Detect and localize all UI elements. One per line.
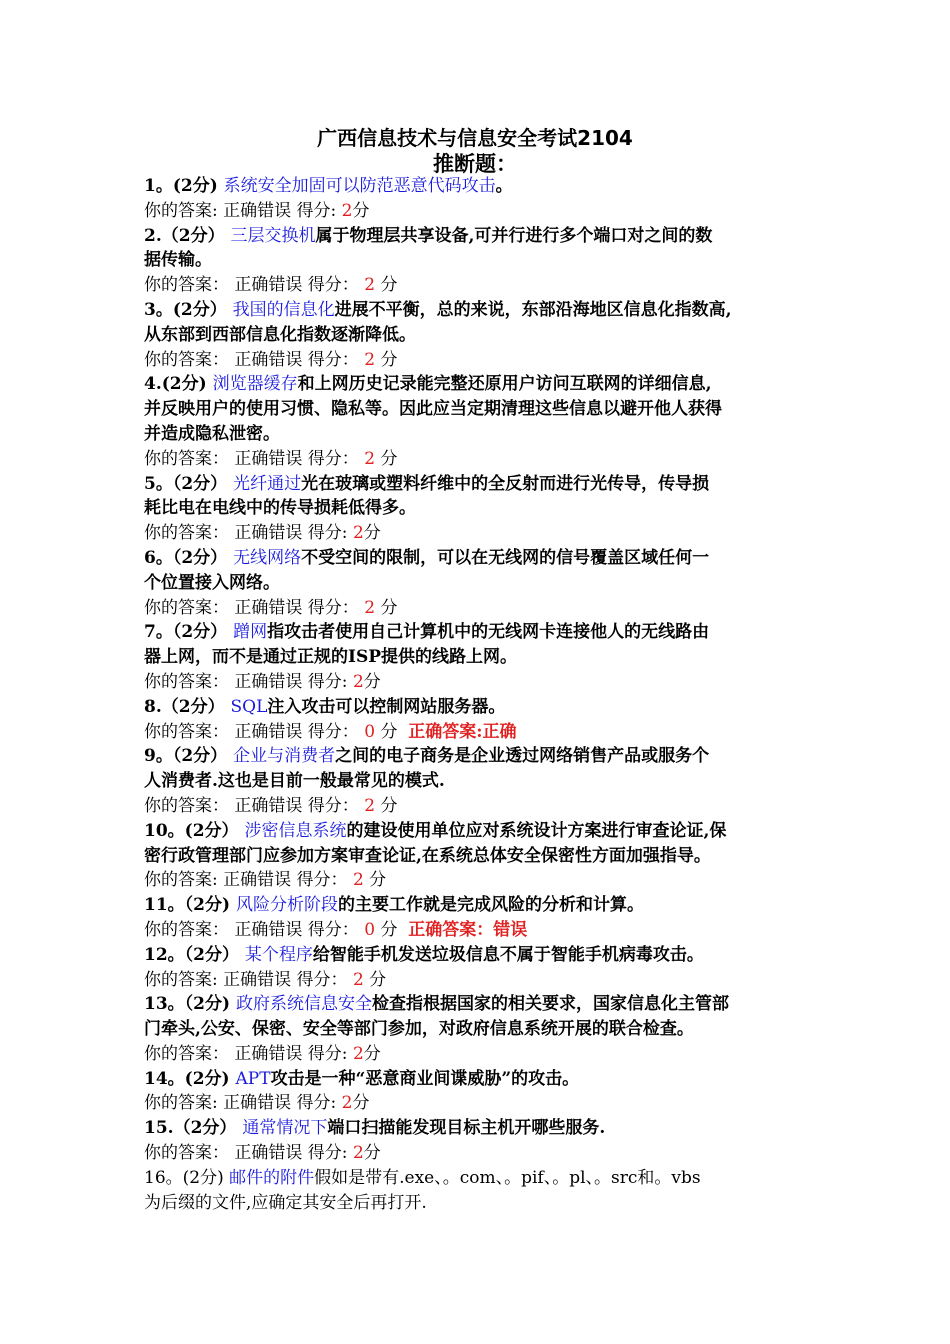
question-statement: 不受空间的限制，可以在无线网的信号覆盖区域任何一 bbox=[301, 547, 710, 568]
correct-answer: 正确答案:正确 bbox=[408, 721, 517, 742]
question-text bbox=[144, 224, 814, 249]
question-text bbox=[144, 620, 814, 645]
answer-line bbox=[144, 1042, 814, 1067]
score-value: 2 bbox=[364, 349, 376, 370]
question-text bbox=[144, 174, 814, 199]
answer-line bbox=[144, 794, 814, 819]
answer-line bbox=[144, 596, 814, 621]
answer-label: 你的答案： 正确错误 得分: bbox=[144, 1143, 353, 1164]
question-text bbox=[144, 1166, 814, 1191]
score-unit: 分 bbox=[352, 200, 370, 221]
question-text bbox=[144, 943, 814, 968]
question-text-continued: 从东部到西部信息化指数逐渐降低。 bbox=[144, 324, 416, 345]
question-text-continued: 个位置接入网络。 bbox=[144, 572, 280, 593]
answer-label: 你的答案： 正确错误 得分: bbox=[144, 671, 353, 692]
question-number: 15.（2分） bbox=[144, 1118, 237, 1139]
answer-label: 你的答案： 正确错误 得分： bbox=[144, 275, 365, 296]
question-keyword: 通常情况下 bbox=[242, 1118, 328, 1139]
question-statement: 属于物理层共享设备,可并行进行多个端口对之间的数 bbox=[315, 225, 713, 246]
question-statement: 假如是带有.exe、。com、。pif、。pl、。src和。vbs bbox=[314, 1167, 701, 1188]
question-keyword: 蹭网 bbox=[233, 622, 268, 643]
answer-line bbox=[144, 1141, 814, 1166]
question-text bbox=[144, 372, 814, 397]
question-statement: 攻击是一种“恶意商业间谍威胁”的攻击。 bbox=[270, 1068, 580, 1089]
question-text-continued: 门牵头,公安、保密、安全等部门参加，对政府信息系统开展的联合检查。 bbox=[144, 1019, 694, 1040]
answer-label: 你的答案： 正确错误 得分： bbox=[144, 795, 365, 816]
score-value: 2 bbox=[364, 795, 376, 816]
question-number: 13。（2分) bbox=[144, 994, 231, 1015]
answer-label: 你的答案： 正确错误 得分： bbox=[144, 597, 365, 618]
answer-label: 你的答案: 正确错误 得分: bbox=[144, 200, 342, 221]
question-text bbox=[144, 744, 814, 769]
answer-label: 你的答案: 正确错误 得分： bbox=[144, 969, 353, 990]
question-text-continued: 为后缀的文件,应确定其安全后再打开. bbox=[144, 1192, 427, 1213]
question-item bbox=[144, 943, 814, 993]
question-keyword: 无线网络 bbox=[233, 547, 302, 568]
correct-answer: 正确答案：错误 bbox=[408, 919, 528, 940]
answer-line bbox=[144, 918, 814, 943]
question-statement: 之间的电子商务是企业透过网络销售产品或服务个 bbox=[335, 746, 710, 767]
question-statement: 检查指根据国家的相关要求，国家信息化主管部 bbox=[371, 994, 729, 1015]
question-text bbox=[144, 819, 814, 844]
question-keyword: SQL bbox=[230, 696, 268, 717]
document-title: 广西信息技术与信息安全考试2104 bbox=[317, 126, 633, 150]
question-keyword: 涉密信息系统 bbox=[244, 820, 347, 841]
question-text-continued: 据传输。 bbox=[144, 250, 212, 271]
score-value: 0 bbox=[364, 721, 376, 742]
question-keyword: APT bbox=[235, 1068, 271, 1089]
answer-label: 你的答案: 正确错误 得分： bbox=[144, 870, 353, 891]
question-list bbox=[144, 174, 814, 1215]
answer-label: 你的答案： 正确错误 得分： bbox=[144, 721, 365, 742]
answer-line bbox=[144, 868, 814, 893]
answer-line bbox=[144, 273, 814, 298]
question-keyword: 政府系统信息安全 bbox=[235, 994, 372, 1015]
score-value: 2 bbox=[364, 448, 376, 469]
answer-label: 你的答案： 正确错误 得分： bbox=[144, 349, 365, 370]
question-text bbox=[144, 546, 814, 571]
answer-line bbox=[144, 670, 814, 695]
question-number: 7。（2分） bbox=[144, 622, 228, 643]
score-unit: 分 bbox=[363, 523, 381, 544]
question-number: 5。（2分） bbox=[144, 473, 228, 494]
question-number: 16。(2分) bbox=[144, 1167, 224, 1188]
question-item bbox=[144, 893, 814, 943]
question-keyword: 系统安全加固可以防范恶意代码攻击 bbox=[223, 176, 496, 196]
question-number: 11。（2分) bbox=[144, 895, 231, 916]
question-statement: 进展不平衡，总的来说，东部沿海地区信息化指数高, bbox=[334, 299, 732, 320]
score-value: 2 bbox=[352, 523, 364, 544]
score-value: 2 bbox=[352, 870, 364, 891]
question-number: 4.(2分) bbox=[144, 374, 207, 395]
question-text-continued: 人消费者.这也是目前一般最常见的模式. bbox=[144, 771, 445, 792]
score-unit: 分 bbox=[375, 349, 398, 370]
score-value: 0 bbox=[364, 919, 376, 940]
question-text-continued: 并造成隐私泄密。 bbox=[144, 423, 280, 444]
question-statement: 。 bbox=[495, 176, 513, 196]
question-item bbox=[144, 1067, 814, 1117]
question-number: 9。（2分） bbox=[144, 746, 228, 767]
answer-line bbox=[144, 968, 814, 993]
question-text-continued: 密行政管理部门应参加方案审查论证,在系统总体安全保密性方面加强指导。 bbox=[144, 845, 711, 866]
question-text bbox=[144, 472, 814, 497]
question-item bbox=[144, 620, 814, 694]
question-text bbox=[144, 1067, 814, 1092]
question-item bbox=[144, 1166, 814, 1216]
question-text-continued: 器上网，而不是通过正规的ISP提供的线路上网。 bbox=[144, 647, 518, 668]
score-unit: 分 bbox=[375, 275, 398, 296]
score-unit: 分 bbox=[375, 919, 409, 940]
section-heading: 推断题： bbox=[433, 152, 517, 176]
question-statement: 给智能手机发送垃圾信息不属于智能手机病毒攻击。 bbox=[312, 944, 704, 965]
question-statement: 指攻击者使用自己计算机中的无线网卡连接他人的无线路由 bbox=[267, 622, 710, 643]
question-number: 2.（2分） bbox=[144, 225, 225, 246]
question-text bbox=[144, 695, 814, 720]
answer-label: 你的答案： 正确错误 得分： bbox=[144, 919, 365, 940]
question-statement: 的主要工作就是完成风险的分析和计算。 bbox=[337, 895, 644, 916]
question-keyword: 我国的信息化 bbox=[232, 299, 335, 320]
score-value: 2 bbox=[352, 671, 364, 692]
score-value: 2 bbox=[341, 200, 353, 221]
question-text-continued: 耗比电在电线中的传导损耗低得多。 bbox=[144, 498, 416, 519]
question-keyword: 企业与消费者 bbox=[233, 746, 336, 767]
question-statement: 光在玻璃或塑料纤维中的全反射而进行光传导，传导损 bbox=[301, 473, 710, 494]
answer-label: 你的答案： 正确错误 得分: bbox=[144, 1043, 353, 1064]
question-item bbox=[144, 819, 814, 893]
question-text bbox=[144, 298, 814, 323]
question-statement: 的建设使用单位应对系统设计方案进行审查论证,保 bbox=[346, 820, 727, 841]
score-unit: 分 bbox=[363, 870, 387, 891]
score-value: 2 bbox=[364, 275, 376, 296]
score-value: 2 bbox=[352, 1043, 364, 1064]
score-unit: 分 bbox=[363, 1143, 381, 1164]
question-item bbox=[144, 174, 814, 224]
question-item bbox=[144, 695, 814, 745]
question-number: 12。（2分） bbox=[144, 944, 239, 965]
question-text bbox=[144, 893, 814, 918]
question-number: 6。（2分） bbox=[144, 547, 228, 568]
score-value: 2 bbox=[341, 1093, 353, 1114]
question-item bbox=[144, 224, 814, 298]
answer-line bbox=[144, 348, 814, 373]
score-value: 2 bbox=[364, 597, 376, 618]
score-value: 2 bbox=[352, 969, 364, 990]
question-statement: 和上网历史记录能完整还原用户访问互联网的详细信息, bbox=[297, 374, 712, 395]
answer-line bbox=[144, 720, 814, 745]
question-item bbox=[144, 472, 814, 546]
score-unit: 分 bbox=[363, 969, 387, 990]
score-unit: 分 bbox=[363, 671, 381, 692]
answer-line bbox=[144, 521, 814, 546]
score-unit: 分 bbox=[375, 448, 398, 469]
answer-line bbox=[144, 447, 814, 472]
score-value: 2 bbox=[352, 1143, 364, 1164]
score-unit: 分 bbox=[375, 721, 409, 742]
question-item bbox=[144, 992, 814, 1066]
answer-label: 你的答案： 正确错误 得分： bbox=[144, 448, 365, 469]
answer-label: 你的答案: 正确错误 得分: bbox=[144, 1093, 342, 1114]
question-statement: 端口扫描能发现目标主机开哪些服务. bbox=[327, 1118, 606, 1139]
question-item bbox=[144, 744, 814, 818]
score-unit: 分 bbox=[375, 597, 398, 618]
question-number: 8.（2分） bbox=[144, 696, 225, 717]
score-unit: 分 bbox=[363, 1043, 381, 1064]
answer-line bbox=[144, 199, 814, 224]
question-item bbox=[144, 372, 814, 471]
question-keyword: 邮件的附件 bbox=[229, 1167, 315, 1188]
answer-line bbox=[144, 1091, 814, 1116]
question-text bbox=[144, 1116, 814, 1141]
question-keyword: 光纤通过 bbox=[233, 473, 302, 494]
question-number: 3。(2分） bbox=[144, 299, 227, 320]
question-keyword: 浏览器缓存 bbox=[212, 374, 298, 395]
score-unit: 分 bbox=[375, 795, 398, 816]
question-number: 1。(2分) bbox=[144, 176, 218, 196]
question-item bbox=[144, 546, 814, 620]
answer-label: 你的答案： 正确错误 得分: bbox=[144, 523, 353, 544]
question-keyword: 某个程序 bbox=[244, 944, 313, 965]
question-text-continued: 并反映用户的使用习惯、隐私等。因此应当定期清理这些信息以避开他人获得 bbox=[144, 399, 722, 420]
question-statement: 注入攻击可以控制网站服务器。 bbox=[267, 696, 506, 717]
question-item bbox=[144, 1116, 814, 1166]
question-keyword: 风险分析阶段 bbox=[235, 895, 338, 916]
question-number: 14。(2分) bbox=[144, 1068, 230, 1089]
question-text bbox=[144, 992, 814, 1017]
question-number: 10。(2分） bbox=[144, 820, 239, 841]
question-item bbox=[144, 298, 814, 372]
score-unit: 分 bbox=[352, 1093, 370, 1114]
question-keyword: 三层交换机 bbox=[230, 225, 316, 246]
